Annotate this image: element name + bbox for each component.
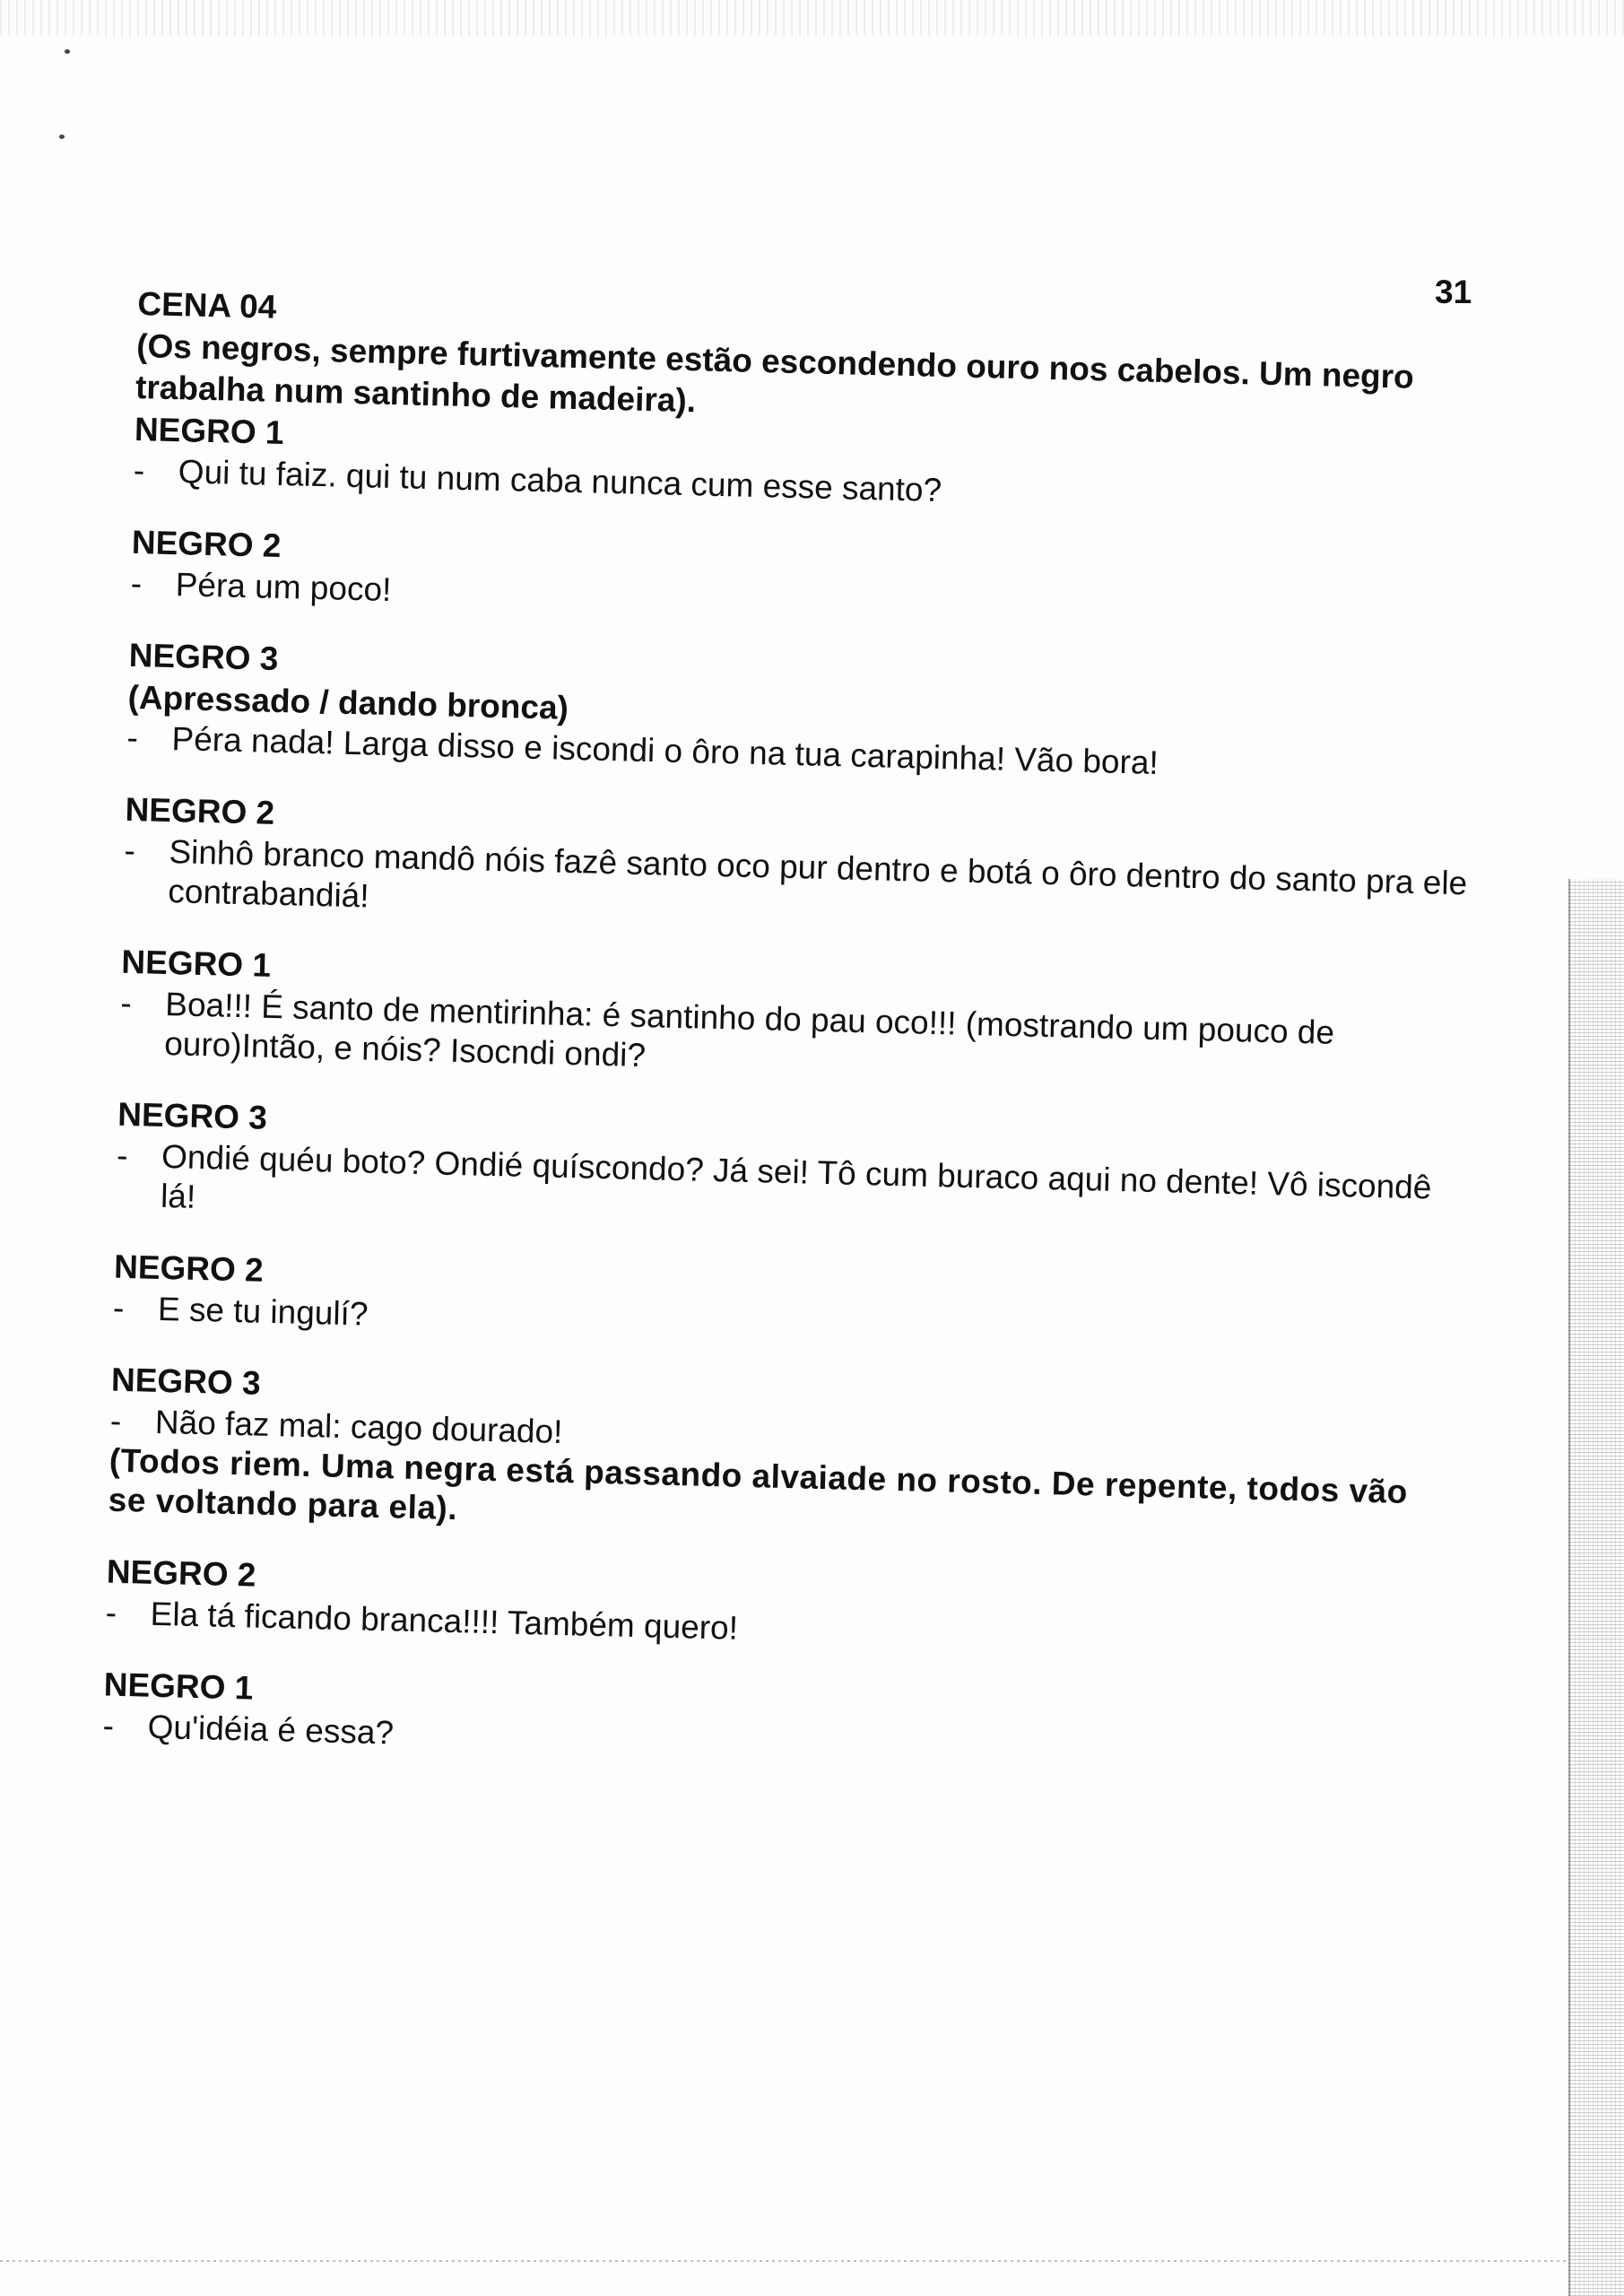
dialogue-dash: - [105,1594,117,1631]
dialogue-text: Ela tá ficando branca!!!! Também quero! [150,1595,739,1647]
script-body [102,283,1482,1779]
dialogue-dash: - [124,831,136,870]
dialogue-dash: - [112,1289,125,1326]
dialogue-text: Ondié quéu boto? Ondié quíscondo? Já sei! Tô cum buraco aqui no dente! Vô iscondê lá! [160,1137,1432,1215]
speaker-name: NEGRO 2 [106,1552,256,1594]
dialogue-text: E se tu ingulí? [157,1290,369,1333]
dialogue-block [130,521,1477,637]
dialogue-block [105,1551,1452,1666]
speaker-name: NEGRO 3 [128,636,279,677]
speaker-name: NEGRO 1 [103,1665,254,1707]
dialogue-text: Péra um poco! [175,566,392,608]
page-number: 31 [1435,274,1472,310]
dialogue-dash: - [133,451,145,490]
dialogue-text: Qui tu faiz. qui tu num caba nunca cum esse santo? [178,453,942,509]
dialogue-text: Não faz mal: cago dourado! [154,1403,563,1450]
speaker-name: NEGRO 1 [134,410,285,452]
speaker-name: NEGRO 3 [117,1095,268,1136]
dialogue-text: Sinhô branco mandô nóis fazê santo oco pur dentro e botá o ôro dentro do santo pra ele contrabandiá! [167,833,1468,915]
speaker-name: NEGRO 1 [120,943,272,984]
dialogue-block [126,634,1474,791]
intro-stage-direction: (Os negros, sempre furtivamente estão escondendo ouro nos cabelos. Um negro trabalha num santinho de madeira). [135,326,1415,420]
scan-edge-strip [1568,879,1624,2296]
speaker-name: NEGRO 2 [113,1248,265,1289]
speaker-direction: (Apressado / dando bronca) [127,678,569,726]
scan-speck [59,135,65,139]
speaker-name: NEGRO 2 [125,790,275,831]
dialogue-block [123,788,1471,944]
speaker-name: NEGRO 3 [110,1361,262,1402]
dialogue-block [113,1246,1460,1361]
dialogue-block [102,1664,1449,1779]
dialogue-dash: - [102,1707,115,1744]
dialogue-dash: - [126,718,139,757]
dialogue-block [116,1093,1463,1248]
scene-title: CENA 04 [136,284,277,326]
dialogue-dash: - [116,1136,129,1175]
dialogue-text: Boa!!! É santo de mentirinha: é santinho do pau oco!!! (mostrando um pouco de ouro)Intão, e nóis? Isocndi ondi? [163,985,1335,1074]
mid-stage-direction: (Todos riem. Uma negra está passando alvaiade no rosto. De repente, todos vão se voltando para ela). [108,1441,1409,1527]
speaker-name: NEGRO 2 [131,523,282,564]
dialogue-dash: - [130,564,143,603]
dialogue-dash: - [119,984,133,1022]
dialogue-block [119,941,1467,1096]
dialogue-text: Péra nada! Larga disso e iscondi o ôro na tua carapinha! Vão bora! [171,720,1159,781]
scan-noise-top [0,0,1624,36]
dialogue-dash: - [109,1402,122,1439]
scan-bottom-rule [0,2260,1569,2262]
dialogue-text: Qu'idéia é essa? [147,1708,395,1752]
scan-speck [65,49,70,54]
